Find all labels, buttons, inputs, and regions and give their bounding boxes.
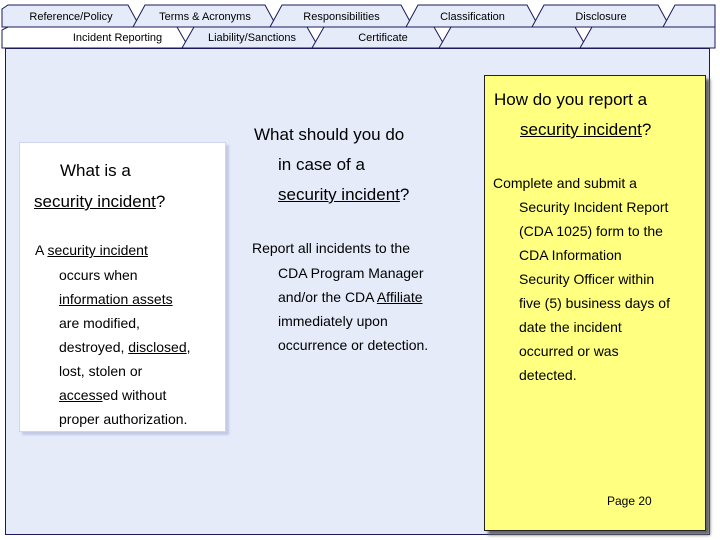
tab-liability-sanctions[interactable]: Liability/Sanctions: [207, 32, 297, 44]
left-body-line7: [59, 383, 166, 407]
information-assets-link[interactable]: information assets: [59, 291, 173, 307]
tab-shape-blank-row2-b: [580, 27, 715, 48]
right-body-line3: (CDA 1025) form to the: [519, 223, 663, 239]
left-body-a: A: [35, 242, 48, 258]
left-body-e: ,: [186, 339, 191, 355]
middle-body-l3a: and/or the CDA: [278, 289, 377, 305]
middle-heading-link[interactable]: security incident: [278, 185, 400, 204]
left-body-line8: proper authorization.: [59, 411, 188, 427]
right-heading-line1: How do you report a: [494, 90, 648, 109]
middle-body-line2: CDA Program Manager: [278, 265, 424, 281]
tab-reference-policy[interactable]: Reference/Policy: [29, 11, 113, 23]
left-heading-link[interactable]: security incident: [34, 192, 156, 211]
middle-body-line3: [278, 285, 423, 309]
accessed-link[interactable]: access: [59, 387, 103, 403]
middle-body-line4: immediately upon: [278, 313, 388, 329]
middle-body-line5: occurrence or detection.: [278, 337, 429, 353]
right-body-line6: five (5) business days of: [519, 295, 670, 311]
left-body-line6: lost, stolen or: [59, 363, 143, 379]
tab-certificate[interactable]: Certificate: [358, 32, 408, 44]
left-body-line5: [59, 335, 191, 359]
middle-heading-qmark: ?: [399, 185, 410, 204]
middle-heading-line2: in case of a: [278, 155, 365, 174]
tab-incident-reporting[interactable]: Incident Reporting: [72, 32, 163, 44]
left-heading-qmark: ?: [155, 192, 166, 211]
tab-shape-blank-row2-a: [439, 27, 587, 48]
security-incident-link[interactable]: security incident: [47, 242, 148, 258]
right-heading-link[interactable]: security incident: [520, 120, 642, 139]
left-body-g: ed without: [102, 387, 167, 403]
middle-heading-line3: [278, 182, 409, 208]
middle-heading-line1: What should you do: [254, 125, 405, 144]
right-body-line7: date the incident: [519, 319, 622, 335]
right-body-line9: detected.: [519, 367, 577, 383]
right-body-line2: Security Incident Report: [519, 199, 669, 215]
left-heading-line2: [34, 189, 165, 215]
tab-classification[interactable]: Classification: [440, 11, 505, 23]
tab-terms-acronyms[interactable]: Terms & Acronyms: [159, 11, 251, 23]
tab-disclosure[interactable]: Disclosure: [575, 11, 627, 23]
left-body-d: destroyed,: [59, 339, 129, 355]
right-heading-line2: [520, 117, 651, 143]
middle-body-line1: Report all incidents to the: [252, 240, 410, 256]
left-body-line3: [59, 287, 173, 311]
right-body-line4: CDA Information: [519, 247, 622, 263]
right-body-line1: Complete and submit a: [493, 175, 637, 191]
tab-responsibilities[interactable]: Responsibilities: [303, 11, 380, 23]
affiliate-link[interactable]: Affiliate: [376, 289, 423, 305]
right-body-line8: occurred or was: [519, 343, 619, 359]
left-body-line4: are modified,: [59, 315, 140, 331]
left-body-line2: occurs when: [59, 267, 138, 283]
right-body-line5: Security Officer within: [519, 271, 655, 287]
page-number: Page 20: [607, 494, 652, 508]
disclosed-link[interactable]: disclosed: [128, 339, 187, 355]
right-heading-qmark: ?: [641, 120, 652, 139]
tab-shape-blank-row1: [663, 5, 715, 27]
left-heading-line1: What is a: [60, 161, 131, 180]
left-body-line1: [35, 238, 148, 262]
